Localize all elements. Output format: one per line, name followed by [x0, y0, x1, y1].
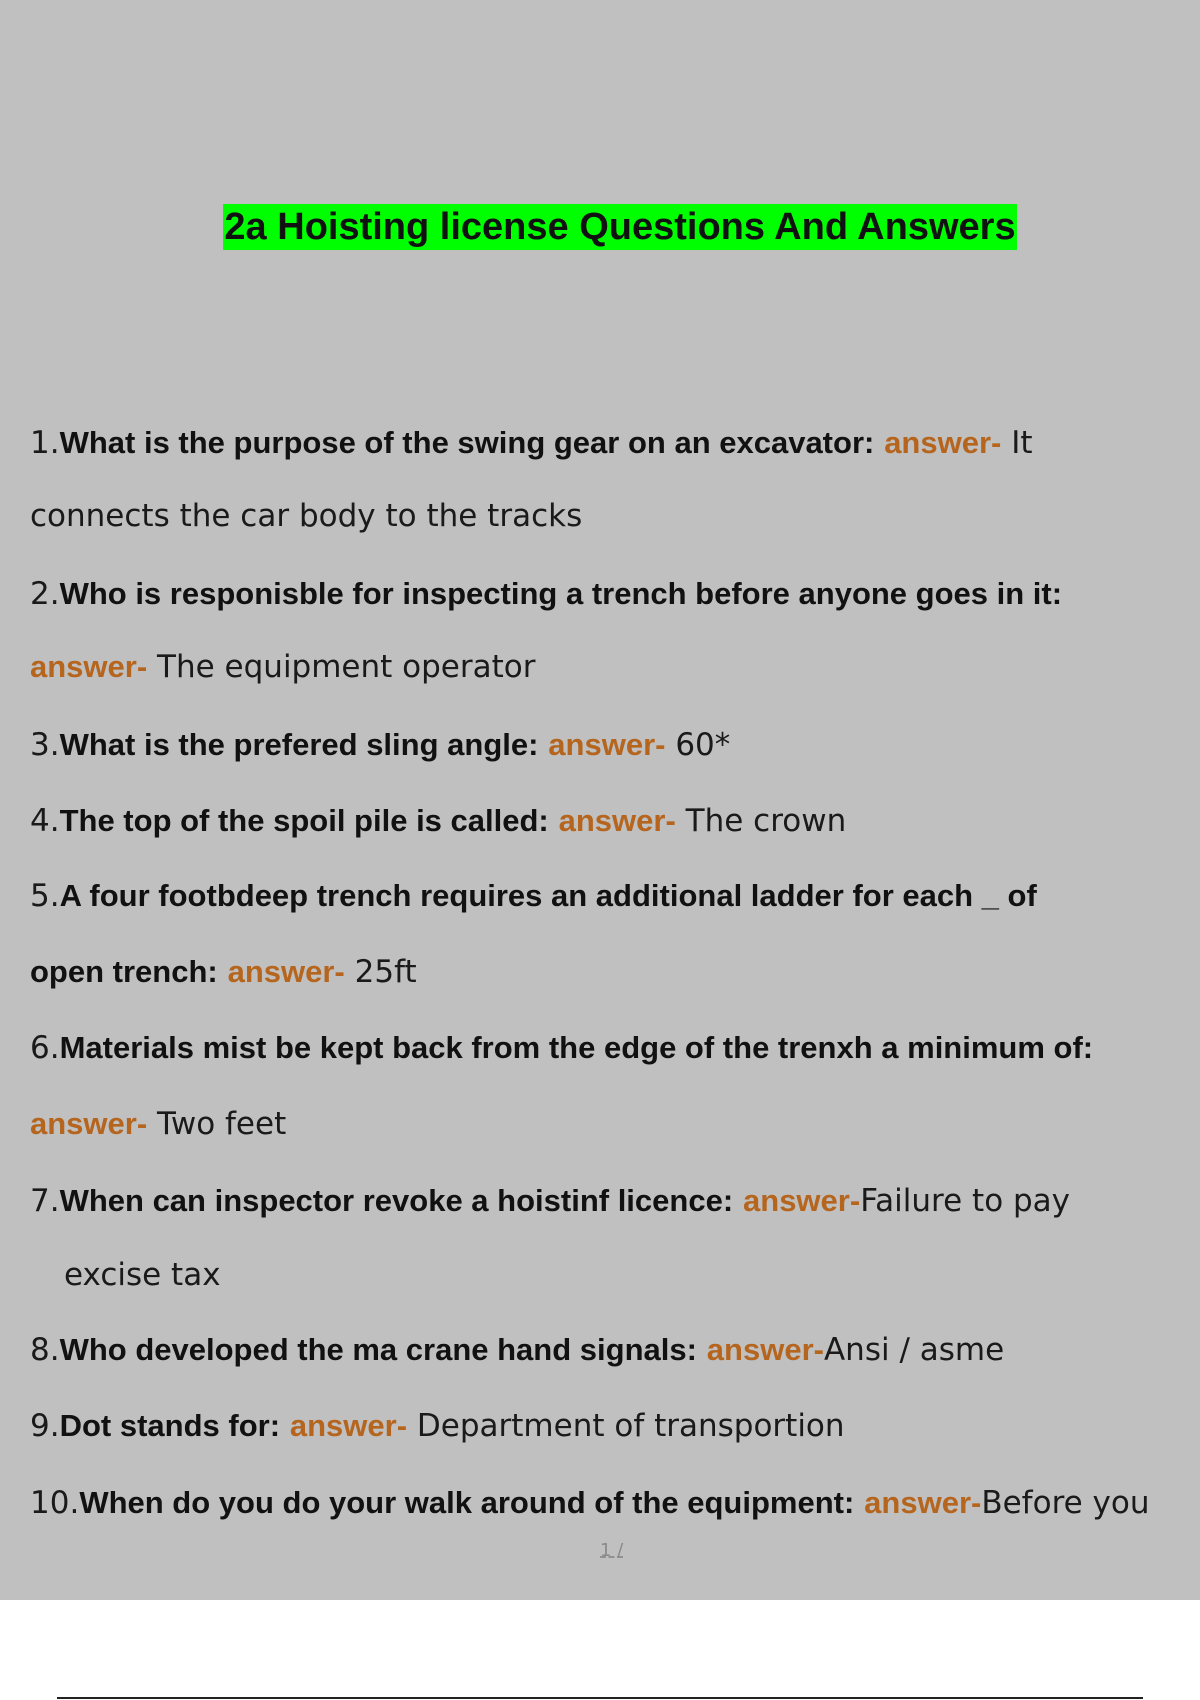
question-text: A four footbdeep trench requires an additional ladder for each _ of — [59, 878, 1037, 913]
qa-item-2-continuation — [30, 647, 535, 687]
question-text: Materials mist be kept back from the edge of the trenxh a minimum of: — [59, 1030, 1094, 1065]
question-text: When can inspector revoke a hoistinf licence: — [59, 1183, 734, 1218]
answer-text: The equipment operator — [157, 649, 536, 685]
qa-item-8 — [30, 1330, 1004, 1370]
page-number: 1 / — [600, 1540, 624, 1561]
answer-text: excise tax — [64, 1257, 221, 1293]
item-number: 6. — [30, 1030, 60, 1066]
qa-item-7-continuation — [64, 1255, 221, 1295]
item-number: 9. — [30, 1408, 60, 1444]
answer-text: Failure to pay — [860, 1183, 1071, 1219]
title-container — [0, 204, 1200, 250]
question-text: Who is responisble for inspecting a trench before anyone goes in it: — [59, 576, 1063, 611]
item-number: 4. — [30, 803, 60, 839]
qa-item-4 — [30, 801, 846, 841]
answer-text: Two feet — [157, 1106, 287, 1142]
question-text: What is the purpose of the swing gear on an excavator: — [59, 425, 875, 460]
question-text: What is the prefered sling angle: — [59, 727, 539, 762]
answer-label: answer- — [548, 727, 666, 762]
qa-item-6 — [30, 1028, 1093, 1068]
qa-item-7 — [30, 1181, 1070, 1221]
answer-text: 60* — [675, 727, 731, 763]
answer-label: answer- — [30, 1106, 148, 1141]
answer-label: answer- — [227, 954, 345, 989]
answer-text: Before you — [981, 1485, 1150, 1521]
answer-label: answer- — [884, 425, 1002, 460]
page-divider — [57, 1697, 1143, 1699]
answer-label: answer- — [289, 1408, 408, 1443]
qa-item-1-continuation — [30, 496, 582, 536]
question-text: Who developed the ma crane hand signals: — [59, 1332, 697, 1367]
question-text: When do you do your walk around of the equipment: — [79, 1485, 855, 1520]
answer-text: Ansi / asme — [823, 1332, 1005, 1368]
qa-item-9 — [30, 1406, 845, 1446]
item-number: 2. — [30, 576, 60, 612]
item-number: 8. — [30, 1332, 60, 1368]
answer-text: It — [1011, 425, 1033, 461]
answer-label: answer- — [30, 649, 148, 684]
question-text: Dot stands for: — [59, 1408, 281, 1443]
qa-item-1 — [30, 423, 1033, 463]
qa-item-6-continuation — [30, 1104, 286, 1144]
item-number: 3. — [30, 727, 60, 763]
answer-text: The crown — [685, 803, 847, 839]
answer-label: answer- — [558, 803, 676, 838]
answer-text: Department of transportion — [416, 1408, 845, 1444]
qa-item-2 — [30, 574, 1062, 614]
question-text: The top of the spoil pile is called: — [59, 803, 549, 838]
qa-item-5 — [30, 876, 1037, 916]
item-number: 5. — [30, 878, 60, 914]
qa-item-5-continuation — [30, 952, 417, 992]
answer-label: answer- — [706, 1332, 824, 1367]
document-title: 2a Hoisting license Questions And Answers — [224, 206, 1016, 248]
item-number: 10. — [30, 1485, 80, 1521]
qa-item-3 — [30, 725, 730, 765]
question-text: open trench: — [30, 954, 218, 989]
item-number: 7. — [30, 1183, 60, 1219]
answer-text: connects the car body to the tracks — [30, 498, 583, 534]
answer-label: answer- — [743, 1183, 861, 1218]
qa-item-10 — [30, 1483, 1150, 1523]
answer-label: answer- — [864, 1485, 982, 1520]
item-number: 1. — [30, 425, 60, 461]
answer-text: 25ft — [354, 954, 417, 990]
